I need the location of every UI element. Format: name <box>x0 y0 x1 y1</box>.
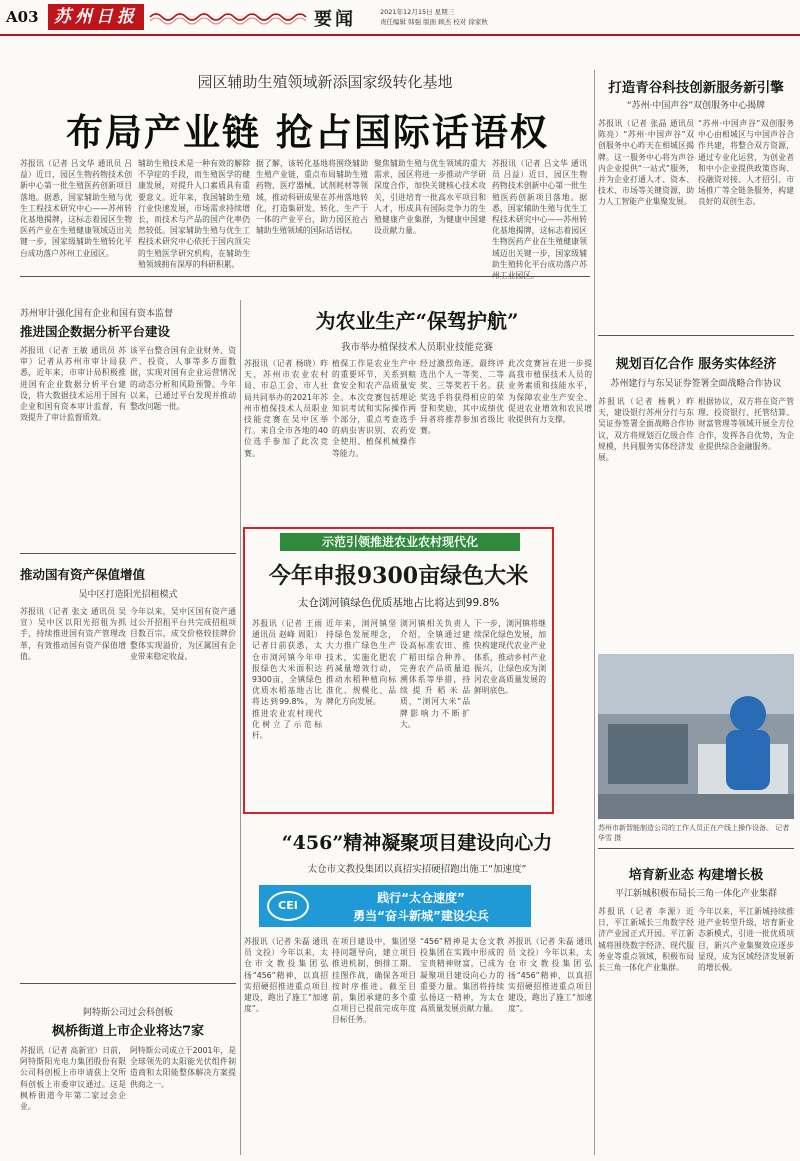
lead-body-col-1: 苏报讯（记者 吕文华 通讯员 吕益）近日，园区生物药物技术创新中心第一批生殖医药创新项目落地。据悉，国家辅助生殖与优生工程技术研究中心——苏州转化基地揭牌，这标志着园区生物医药产业在生殖健康领域迈出关键一步，国家级辅助生殖转化平台成功落户苏州工业园区。 <box>20 159 132 258</box>
campaign-banner <box>259 885 531 927</box>
lead-kicker: 园区辅助生殖领域新添国家级转化基地 <box>197 73 453 91</box>
highlight-headline: 今年申报9300亩绿色大米 <box>268 563 529 589</box>
column-separator-left <box>240 300 241 1155</box>
highlight-col-4: 下一步，浏河镇将继续深化绿色发展，加快构建现代农业产业体系，推动乡村产业振兴，让绿色成为浏河农业高质量发展的鲜明底色。 <box>474 619 546 696</box>
highlight-col-3: 浏河镇相关负责人介绍，全镇通过建设高标准农田、推广稻田综合种养、完善农产品质量追溯体系等举措，持续提升稻米品质，“浏河大米”品牌影响力不断扩大。 <box>400 619 470 729</box>
issue-info <box>380 7 488 27</box>
right-mid-col-2: 根据协议，双方将在资产管理、投资银行、托管结算、财富管理等领域开展全方位合作，发挥各自优势，为企业提供综合金融服务。 <box>698 397 794 451</box>
left-bottom-headline: 枫桥街道上市企业将达7家 <box>51 1024 205 1039</box>
center-mid-headline: 为农业生产“保驾护航” <box>315 309 519 333</box>
center-lower-col-1: 苏报讯（记者 朱磊 通讯员 文投）今年以来，太仓市文教投集团弘扬“456”精神，以真招实招硬招推进重点项目建设，跑出了施工“加速度”。 <box>244 937 328 1014</box>
right-mid-headline: 规划百亿合作 服务实体经济 <box>615 357 777 372</box>
right-mid-col-1: 苏报讯（记者 杨帆）昨天，建设银行苏州分行与东吴证券签署全面战略合作协议，双方将规划百亿级合作规模，共同服务实体经济发展。 <box>598 397 694 463</box>
center-mid-col-4: 此次竞赛旨在进一步提高我市植保技术人员的业务素质和技能水平，为保障农业生产安全、促进农业增效和农民增收提供有力支撑。 <box>508 359 592 425</box>
masthead <box>0 0 800 36</box>
lead-body-col-4: 聚焦辅助生殖与优生领域的重大需求，园区将进一步推动产学研深度合作，加快关键核心技术攻关，引进培育一批高水平项目和人才，形成具有国际竞争力的生殖健康产业集群，为健康中国建设贡献力量。 <box>374 159 486 236</box>
left-mid-headline: 推进国企数据分析平台建设 <box>20 324 171 339</box>
left-lower-headline: 推动国有资产保值增值 <box>20 567 146 582</box>
right-top-headline: 打造青谷科技创新服务新引擎 <box>608 80 784 96</box>
lead-body-col-2: 辅助生殖技术是一种有效的解除不孕症的手段，而生殖医学的健康发展，对提升人口素质具有重要意义。近年来，我国辅助生殖行业快速发展，市场需求持续增长，而技术与产品的国产化率仍然较低。国家辅助生殖与优生工程技术研究中心依托于国内顶尖的生殖医学研究机构，在辅助生殖领域拥有深厚的科研积累。 <box>138 159 250 269</box>
lead-divider <box>20 276 590 277</box>
center-lower-headline: “456”精神凝聚项目建设向心力 <box>281 832 553 854</box>
left-mid-col-2: 该平台整合国有企业财务、资产、投资、人事等多方面数据，实现对国有企业运营情况的动态分析和风险预警。今年以来，已通过平台发现并推动整改问题一批。 <box>130 346 236 412</box>
right-top-subhead: “苏州·中国声谷”双创服务中心揭牌 <box>626 101 766 111</box>
banner-line-1: 践行“太仓速度” <box>377 891 465 905</box>
paper-logo: 苏州日报 <box>48 4 144 30</box>
highlight-subhead: 太仓浏河镇绿色优质基地占比将达到99.8% <box>297 597 500 609</box>
date-line: 2021年12月15日 星期三 <box>380 8 455 16</box>
center-lower-col-4: 苏报讯（记者 朱磊 通讯员 文投）今年以来，太仓市文教投集团弘扬“456”精神，以真招实招硬招推进重点项目建设，跑出了施工“加速度”。 <box>508 937 592 1014</box>
banner-line-2: 勇当“奋斗新城”建设尖兵 <box>353 909 489 923</box>
left-mid-col-1: 苏报讯（记者 王敏 通讯员 苏审）记者从苏州市审计局获悉，近年来，市审计局积极推进国有企业数据分析平台建设，将大数据技术运用于国有企业和国有资本审计监督，有效提升了审计监督质效。 <box>20 346 126 423</box>
left-bottom-kicker: 阿特斯公司过会科创板 <box>82 1008 173 1018</box>
editors-line: 责任编辑 韩强 版面 顾杰 校对 徐家秋 <box>380 18 488 26</box>
right-top-col-1: 苏报讯（记者 张晶 通讯员 陈亮）“苏州·中国声谷”双创服务中心昨天在相城区揭牌。这一服务中心将为声谷内企业提供“一站式”服务，并为企业打通人才、资本、技术、市场等关键资源，助力人工智能产业集聚发展。 <box>598 119 694 207</box>
left-lower-col-2: 今年以来，吴中区国有资产通过公开招租平台共完成招租项目数百宗，成交价格较挂牌价整体实现溢价，为区属国有企业带来稳定收益。 <box>130 607 236 661</box>
highlight-col-1: 苏报讯（记者 王雨 通讯员 赵峰 周阳）记者日前获悉，太仓市浏河镇今年申报绿色大米面积达9300亩，全镇绿色优质水稻基地占比将达到99.8%，为推进农业农村现代化树立了示范标杆。 <box>252 619 322 741</box>
left-lower-subhead: 吴中区打造阳光招租模式 <box>78 590 178 600</box>
left-lower-divider <box>20 983 236 984</box>
left-lower-col-1: 苏报讯（记者 张文 通讯员 吴宣）吴中区以阳光招租为抓手，持续推进国有资产管理改革，有效推动国有资产保值增值。 <box>20 607 126 661</box>
right-bottom-subhead: 平江新城积极布局长三角一体化产业集群 <box>614 889 777 899</box>
left-bottom-col-1: 苏报讯（记者 高新宣）日前，阿特斯阳光电力集团股份有限公司科创板上市申请获上交所科创板上市委审议通过。这是枫桥街道今年第二家过会企业。 <box>20 1046 126 1112</box>
lead-body-col-5: 苏报讯（记者 吕文华 通讯员 吕益）近日，园区生物药物技术创新中心第一批生殖医药创新项目落地。据悉，国家辅助生殖与优生工程技术研究中心——苏州转化基地揭牌，这标志着园区生物医药产业在生殖健康领域迈出关键一步，国家级辅助生殖转化平台成功落户苏 <box>492 159 587 269</box>
right-top-divider <box>598 335 794 336</box>
wave-ornament-icon <box>150 10 305 24</box>
column-separator-right <box>594 70 595 1155</box>
section-title: 要闻 <box>314 9 356 30</box>
center-mid-col-3: 经过激烈角逐，最终评选出个人一等奖、二等奖、三等奖若干名。获奖选手将获得相应的荣誉和奖励，其中成绩优异者将推荐参加省级比赛。 <box>420 359 504 436</box>
right-bottom-headline: 培育新业态 构建增长极 <box>628 868 764 883</box>
center-lower-subhead: 太仓市文教投集团以真招实招硬招跑出施工“加速度” <box>307 864 527 875</box>
center-mid-subhead: 我市举办植保技术人员职业技能竞赛 <box>340 342 493 353</box>
lead-headline: 布局产业链 抢占国际话语权 <box>66 110 549 154</box>
factory-photo-illustration-icon <box>598 654 794 819</box>
highlight-col-2: 近年来，浏河镇坚持绿色发展理念，大力推广绿色生产技术，实施化肥农药减量增效行动，推动水稻种植向标准化、规模化、品牌化方向发展。 <box>326 619 396 707</box>
page-number: A03 <box>6 8 39 26</box>
masthead-rule <box>0 34 800 36</box>
cei-logo-icon: CEI <box>267 891 309 921</box>
right-top-col-2: “苏州·中国声谷”双创服务中心由相城区与中国声谷合作共建，将整合双方资源，通过专业化运营，为创业者和中小企业提供政策咨询、投融资对接、人才招引、市场推广等全链条服务，构建良好的双创生态。 <box>698 119 794 207</box>
right-bottom-col-2: 今年以来，平江新城持续推进产业转型升级，培育新业态新模式，引进一批优质项目，新兴产业集聚效应逐步显现，成为区域经济发展新的增长极。 <box>698 907 794 973</box>
center-mid-col-2: 植保工作是农业生产中的重要环节，关系到粮食安全和农产品质量安全。本次竞赛包括理论知识考试和实际操作两个部分，重点考查选手的病虫害识别、农药安全使用、植保机械操作等能力。 <box>332 359 416 458</box>
left-bottom-col-2: 阿特斯公司成立于2001年，是全球领先的太阳能光伏组件制造商和太阳能整体解决方案提供商之一。 <box>130 1046 236 1089</box>
factory-photo-caption: 苏州市新智能制造公司的工作人员正在产线上操作设备。 记者 华雪 摄 <box>598 824 790 842</box>
left-mid-divider <box>20 553 236 554</box>
right-mid-subhead: 苏州建行与东吴证券签署全面战略合作协议 <box>610 379 782 389</box>
highlight-kicker: 示范引领推进农业农村现代化 <box>280 533 520 551</box>
center-lower-col-2: 在项目建设中，集团坚持问题导向，建立项目推进机制，倒排工期、挂图作战，确保各项目按时序推进。截至目前，集团承建的多个重点项目已提前完成年度目标任务。 <box>332 937 416 1025</box>
right-bottom-col-1: 苏报讯（记者 李源）近日，平江新城长三角数字经济产业园正式开园。平江新城将围绕数字经济、现代服务业等重点领域，积极布局长三角一体化产业集群。 <box>598 907 694 973</box>
factory-photo <box>598 654 794 819</box>
left-mid-kicker: 苏州审计强化国有企业和国有资本监督 <box>20 309 174 319</box>
center-lower-col-3: “456”精神是太仓文教投集团在实践中形成的宝贵精神财富，已成为凝聚项目建设向心力的重要力量。集团将持续弘扬这一精神，为太仓高质量发展贡献力量。 <box>420 937 504 1014</box>
right-mid-divider <box>598 848 794 849</box>
center-mid-col-1: 苏报讯（记者 杨晓）昨天，苏州市农业农村局、市总工会、市人社局共同举办的2021年苏州市植保技术人员职业技能竞赛在吴中区举行。来自全市各地的40位选手参加了此次竞赛。 <box>244 359 328 458</box>
lead-body-col-3: 据了解，该转化基地将围绕辅助生殖产业链，重点布局辅助生殖药物、医疗器械、试剂耗材等领域，推动科研成果在苏州落地转化，打造集研发、转化、生产于一体的产业平台，助力园区抢占辅助生殖领域的国际话语权。 <box>256 159 368 236</box>
